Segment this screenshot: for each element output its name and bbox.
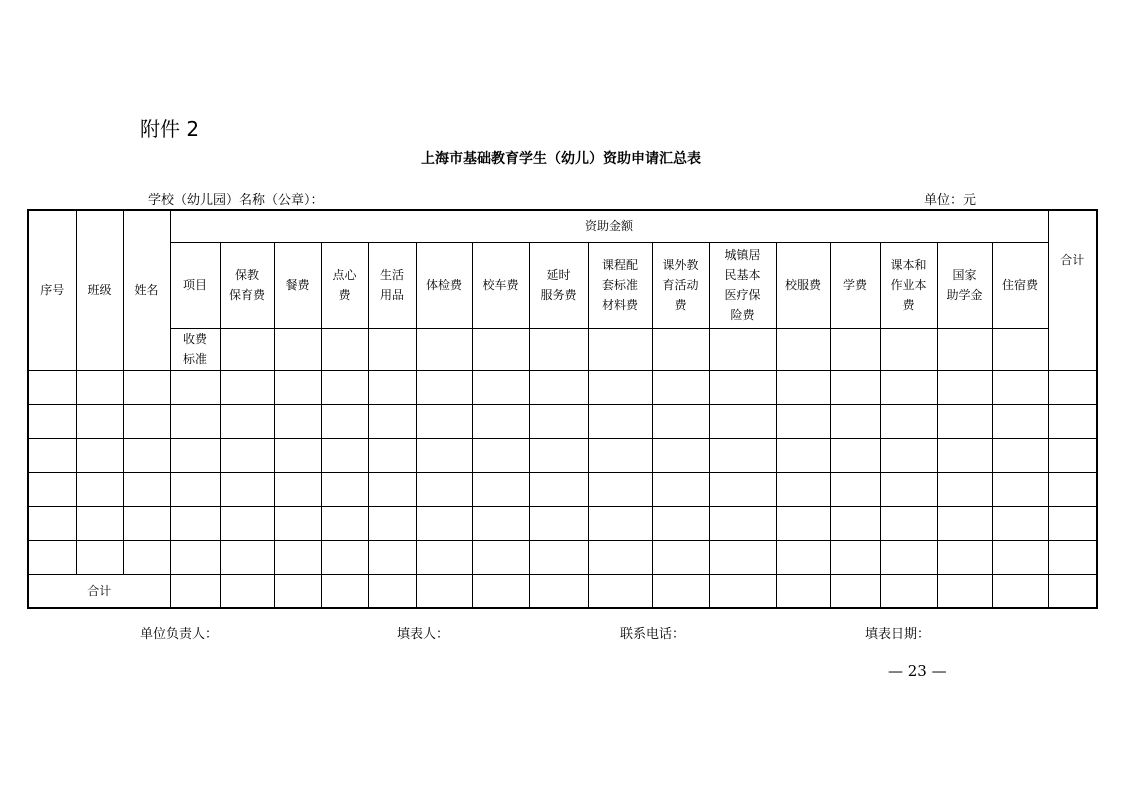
table-row xyxy=(28,506,1097,540)
header-subsidy-amount: 资助金额 xyxy=(170,210,1048,242)
table-row xyxy=(28,540,1097,574)
standard-label: 收费 标准 xyxy=(170,328,220,370)
standard-cell[interactable] xyxy=(652,328,709,370)
responsible-person-label: 单位负责人： xyxy=(140,627,219,642)
header-fee: 保教 保育费 xyxy=(220,242,274,328)
table-row xyxy=(28,370,1097,404)
standard-cell[interactable] xyxy=(368,328,416,370)
header-fee: 餐费 xyxy=(274,242,321,328)
phone-label: 联系电话： xyxy=(620,627,686,642)
standard-cell[interactable] xyxy=(880,328,937,370)
header-class: 班级 xyxy=(76,210,123,370)
table-row xyxy=(28,472,1097,506)
header-fee: 校车费 xyxy=(472,242,529,328)
header-fee: 点心 费 xyxy=(321,242,368,328)
standard-cell[interactable] xyxy=(588,328,652,370)
header-fee: 课程配 套标准 材料费 xyxy=(588,242,652,328)
standard-cell[interactable] xyxy=(472,328,529,370)
header-fee: 城镇居 民基本 医疗保 险费 xyxy=(709,242,776,328)
header-row-1 xyxy=(28,210,1097,242)
header-fee: 国家 助学金 xyxy=(937,242,992,328)
form-title: 上海市基础教育学生（幼儿）资助申请汇总表 xyxy=(421,151,701,167)
header-fee: 学费 xyxy=(830,242,880,328)
standard-cell[interactable] xyxy=(321,328,368,370)
standard-cell[interactable] xyxy=(992,328,1048,370)
header-fee: 延时 服务费 xyxy=(529,242,588,328)
date-label: 填表日期： xyxy=(865,627,931,642)
table-row xyxy=(28,438,1097,472)
total-row-label: 合计 xyxy=(28,574,170,608)
page-number: — 23 — xyxy=(888,662,947,680)
standard-cell[interactable] xyxy=(274,328,321,370)
table-row xyxy=(28,404,1097,438)
attachment-label: 附件 2 xyxy=(140,117,200,141)
header-fee: 课外教 育活动 费 xyxy=(652,242,709,328)
standard-cell[interactable] xyxy=(776,328,830,370)
standard-cell[interactable] xyxy=(220,328,274,370)
header-name: 姓名 xyxy=(123,210,170,370)
header-fee: 住宿费 xyxy=(992,242,1048,328)
unit-label: 单位：元 xyxy=(924,193,977,208)
subsidy-summary-table xyxy=(27,209,1098,609)
header-seq: 序号 xyxy=(28,210,76,370)
header-row-2 xyxy=(28,242,1097,328)
total-row xyxy=(28,574,1097,608)
standard-cell[interactable] xyxy=(709,328,776,370)
standard-cell[interactable] xyxy=(529,328,588,370)
header-fee: 课本和 作业本 费 xyxy=(880,242,937,328)
header-fee: 体检费 xyxy=(416,242,472,328)
standard-row xyxy=(28,328,1097,370)
header-total-label: 合计 xyxy=(1060,253,1085,268)
standard-cell[interactable] xyxy=(416,328,472,370)
standard-cell[interactable] xyxy=(937,328,992,370)
header-item: 项目 xyxy=(170,242,220,328)
header-total xyxy=(1048,210,1097,370)
school-name-label: 学校（幼儿园）名称（公章）： xyxy=(148,193,324,208)
header-fee: 生活 用品 xyxy=(368,242,416,328)
standard-cell[interactable] xyxy=(830,328,880,370)
filler-label: 填表人： xyxy=(397,627,450,642)
header-fee: 校服费 xyxy=(776,242,830,328)
